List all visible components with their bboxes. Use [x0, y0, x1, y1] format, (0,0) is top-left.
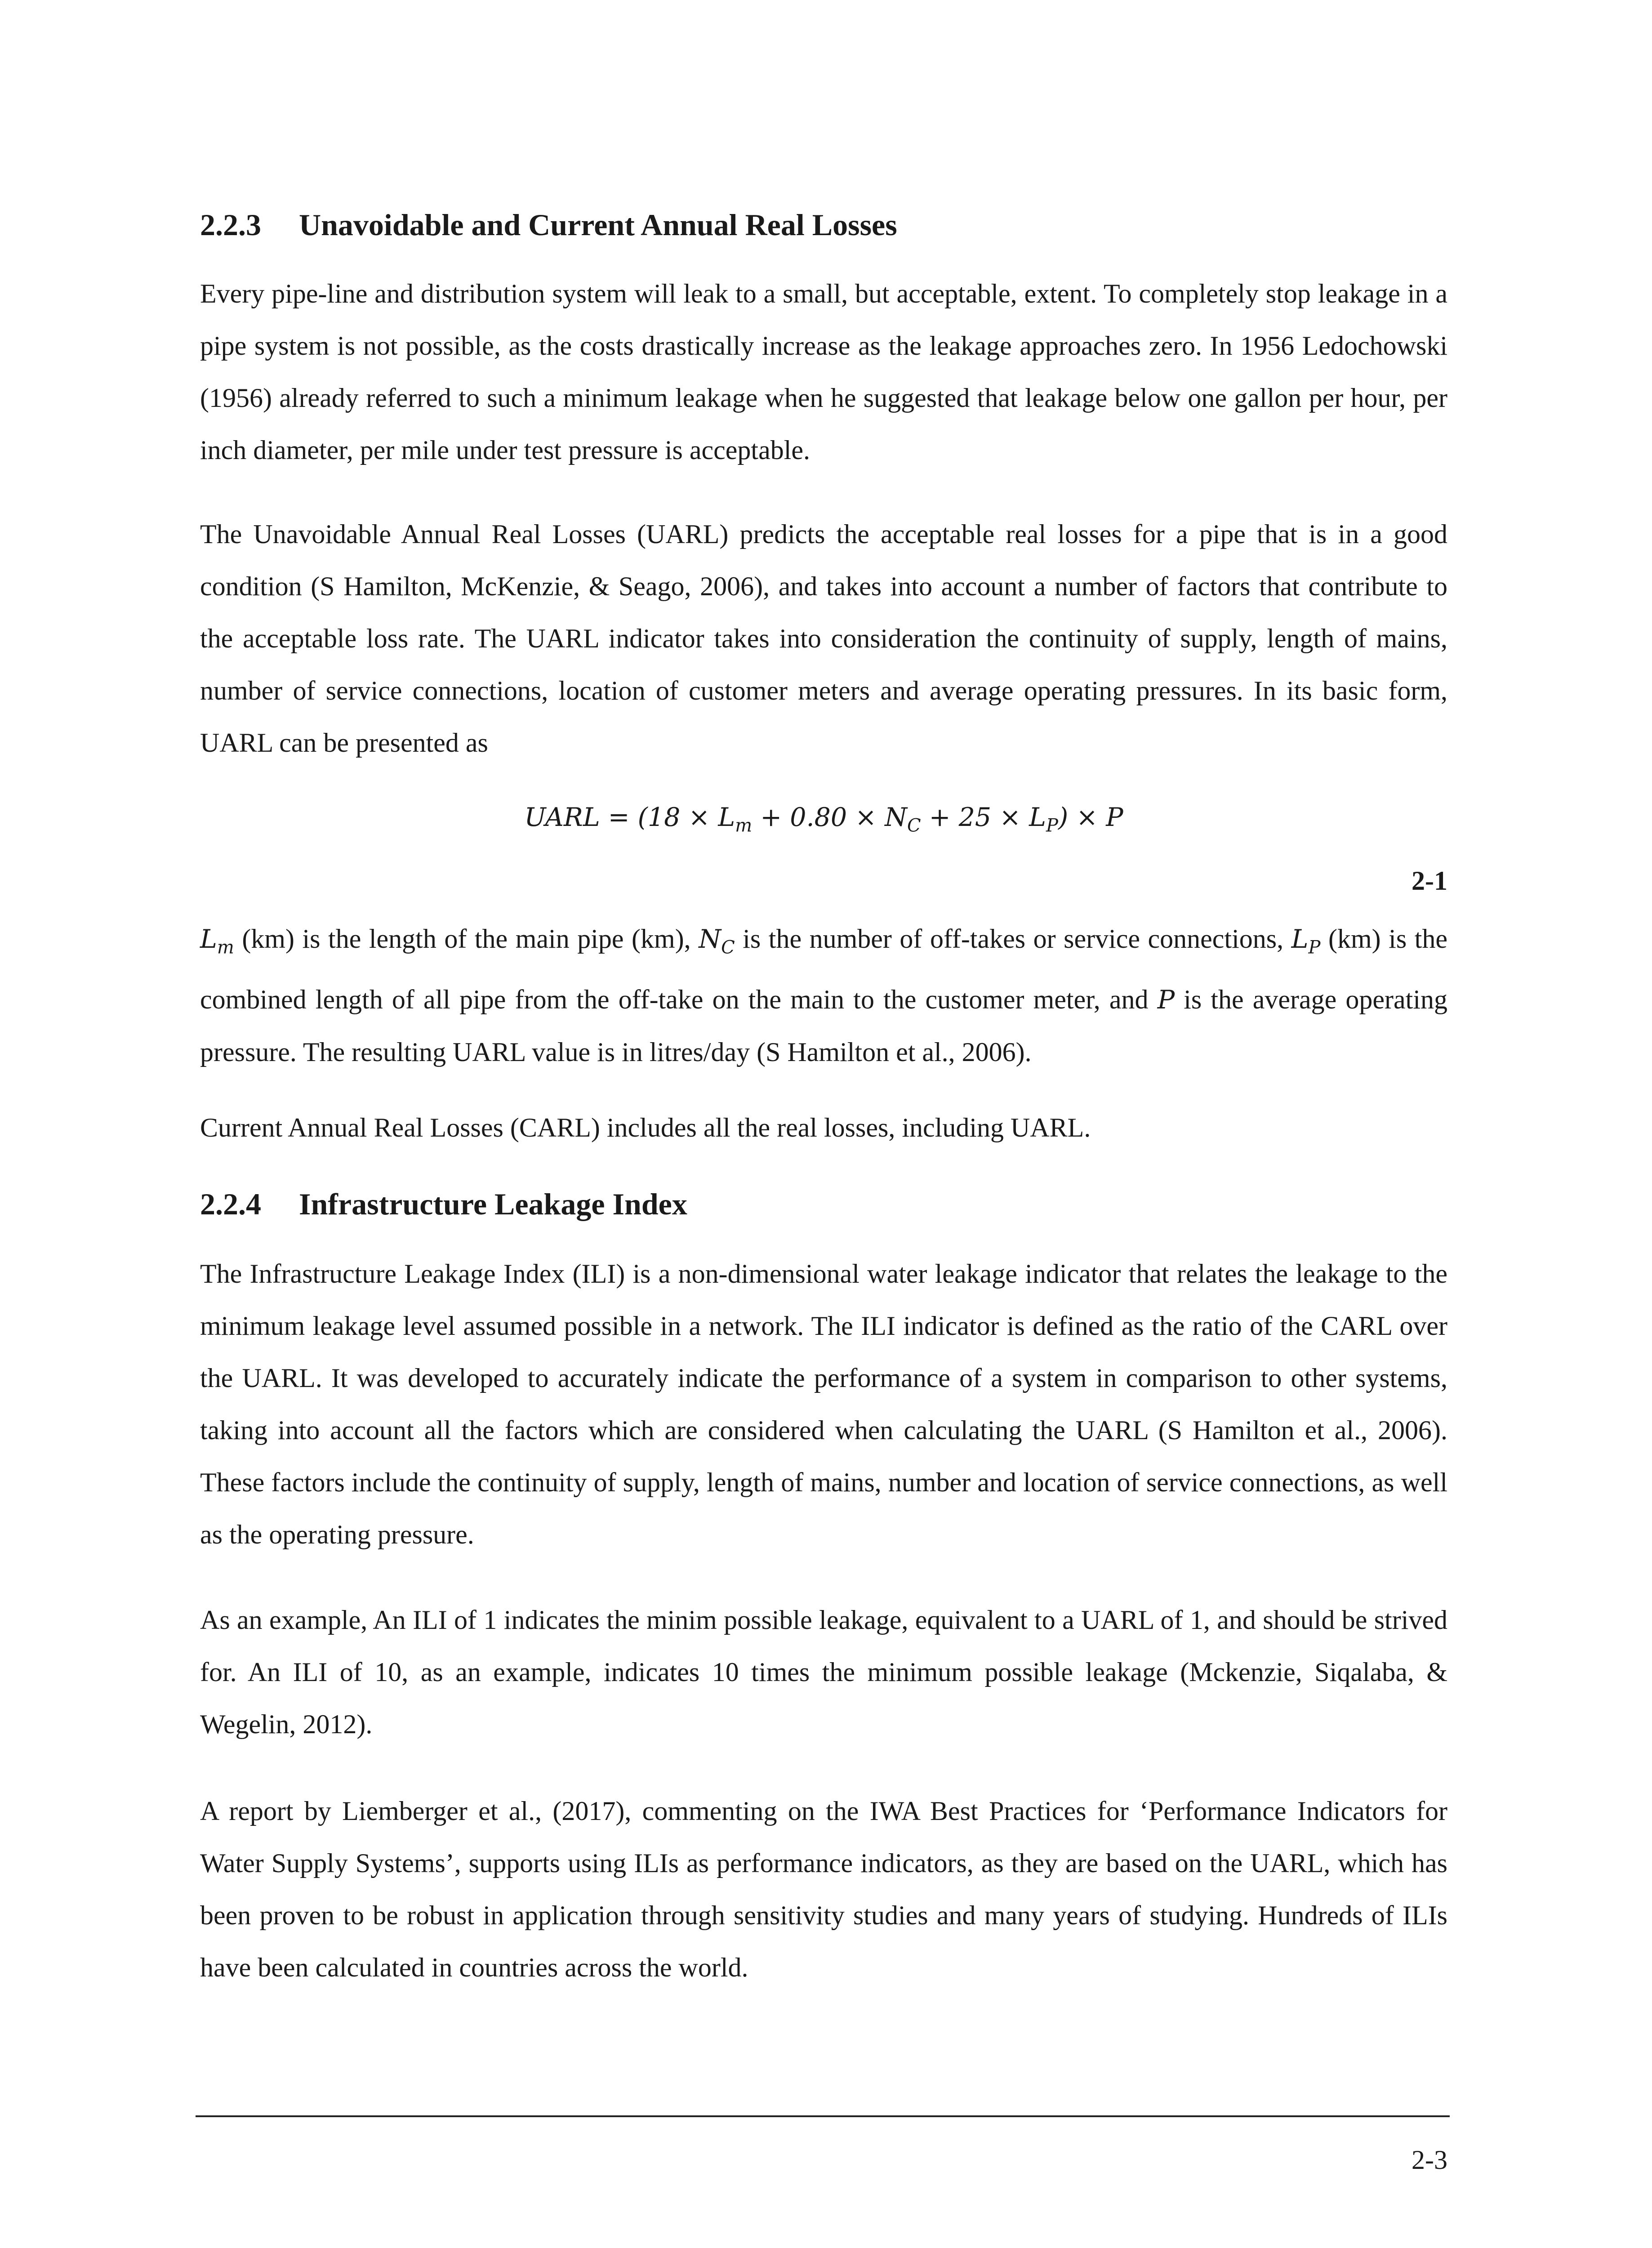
- paragraph-ili-example: As an example, An ILI of 1 indicates the minim possible leakage, equivalent to a UARL of 1, and should be strived for. An ILI of 10, as an example, indicates 10 times the minimum possible leakage (Mckenzie, Siqalaba, & Wegelin, 2012).: [200, 1605, 1447, 1739]
- footer-rule: [196, 2115, 1450, 2117]
- section-heading-2-2-3: [200, 207, 897, 244]
- paragraph-liemberger-report: A report by Liemberger et al., (2017), commenting on the IWA Best Practices for ‘Performance Indicators for Water Supply Systems’, supports using ILIs as performance indicators, as they are based on the UARL, which has been proven to be robust in application through sensitivity studies and many years of studying. Hundreds of ILIs have been calculated in countries across the world.: [200, 1796, 1447, 1982]
- equation-number: 2-1: [1412, 866, 1447, 896]
- symbol-lp: $L_P$: [1291, 924, 1321, 958]
- paragraph-uarl-definition: The Unavoidable Annual Real Losses (UARL) predicts the acceptable real losses for a pipe that is in a good condition (S Hamilton, McKenzie, & Seago, 2006), and takes into account a number of factors that contribute to the acceptable loss rate. The UARL indicator takes into consideration the continuity of supply, length of mains, number of service connections, location of customer meters and average operating pressures. In its basic form, UARL can be presented as: [200, 519, 1447, 758]
- page-number: 2-3: [1412, 2145, 1447, 2175]
- uarl-formula: [200, 803, 1447, 836]
- paragraph-leakage-intro: Every pipe-line and distribution system will leak to a small, but acceptable, extent. To completely stop leakage in a pipe system is not possible, as the costs drastically increase as the leakage approaches zero. In 1956 Ledochowski (1956) already referred to such a minimum leakage when he suggested that leakage below one gallon per hour, per inch diameter, per mile under test pressure is acceptable.: [200, 279, 1447, 465]
- section-number: 2.2.3: [200, 208, 261, 242]
- section-heading-2-2-4: [200, 1186, 687, 1223]
- paragraph-formula-variables: $L_m$ (km) is the length of the main pipe (km), $N_C$ is the number of off-takes or service connections, $L_P$ (km) is the combined length of all pipe from the off-take on the main to the customer meter, and P is the average operating pressure. The resulting UARL value is in litres/day (S Hamilton et al., 2006).: [200, 924, 1448, 1067]
- section-number: 2.2.4: [200, 1187, 261, 1221]
- paragraph-ili-definition: The Infrastructure Leakage Index (ILI) is a non-dimensional water leakage indicator that relates the leakage to the minimum leakage level assumed possible in a network. The ILI indicator is defined as the ratio of the CARL over the UARL. It was developed to accurately indicate the performance of a system in comparison to other systems, taking into account all the factors which are considered when calculating the UARL (S Hamilton et al., 2006). These factors include the continuity of supply, length of mains, number and location of service connections, as well as the operating pressure.: [200, 1259, 1447, 1549]
- symbol-p: P: [1157, 985, 1175, 1015]
- section-title: Infrastructure Leakage Index: [299, 1187, 687, 1221]
- symbol-lm: $L_m$: [200, 924, 234, 958]
- formula-text: UARL = $(18 \times L_m + 0.80 \times N_C + 25 \times L_P) \times P$: [524, 803, 1123, 836]
- section-title: Unavoidable and Current Annual Real Losses: [299, 208, 897, 242]
- paragraph-carl: Current Annual Real Losses (CARL) includes all the real losses, including UARL.: [200, 1113, 1091, 1142]
- symbol-nc: $N_C$: [699, 924, 735, 958]
